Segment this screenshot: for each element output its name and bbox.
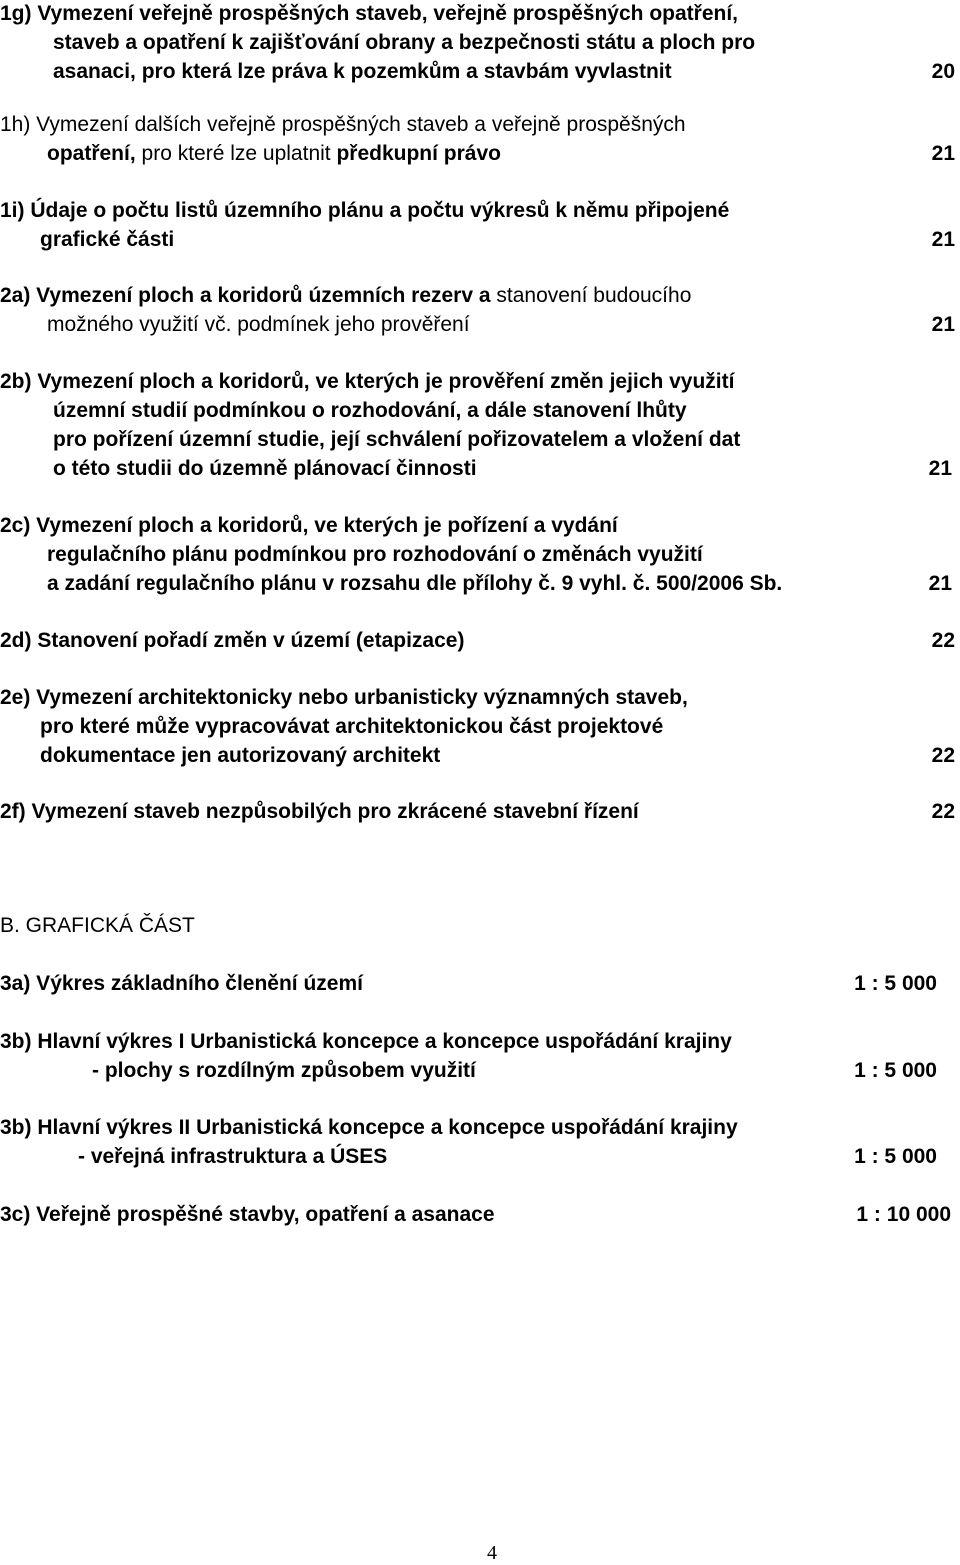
toc-entry-1h-line-2-part-a: opatření, (47, 142, 142, 165)
toc-entry-2c-line-1: 2c) Vymezení ploch a koridorů, ve kterých je pořízení a vydání (0, 514, 618, 537)
drawing-entry-3c-line-1: 3c) Veřejně prospěšné stavby, opatření a asanace (0, 1203, 495, 1226)
toc-entry-2a-line-1-part-b: stanovení budoucího (496, 284, 692, 307)
drawing-entry-3c-scale: 1 : 10 000 (856, 1203, 951, 1226)
toc-entry-1g-line-3: asanaci, pro která lze práva k pozemkům a stavbám vyvlastnit (53, 60, 672, 83)
toc-entry-1h-page: 21 (931, 142, 955, 165)
drawing-entry-3a-scale: 1 : 5 000 (854, 972, 937, 995)
drawing-entry-3b-ii-line-1: 3b) Hlavní výkres II Urbanistická koncepce a koncepce uspořádání krajiny (0, 1116, 738, 1139)
toc-entry-1i-page: 21 (931, 228, 955, 251)
page-number: 4 (487, 1542, 497, 1564)
toc-entry-2b-line-2: územní studií podmínkou o rozhodování, a dále stanovení lhůty (53, 399, 687, 422)
toc-entry-2c-page: 21 (928, 572, 952, 595)
toc-entry-2d-page: 22 (931, 629, 955, 652)
toc-entry-1g-line-1: 1g) Vymezení veřejně prospěšných staveb, veřejně prospěšných opatření, (0, 2, 739, 25)
toc-entry-2f-page: 22 (931, 800, 955, 823)
toc-entry-2e-line-2: pro které může vypracovávat architektonickou část projektové (40, 715, 664, 738)
toc-entry-2b-line-3: pro pořízení územní studie, její schválení pořizovatelem a vložení dat (53, 428, 741, 451)
toc-entry-2d-line-1: 2d) Stanovení pořadí změn v území (etapizace) (0, 629, 465, 652)
drawing-entry-3a-line-1: 3a) Výkres základního členění území (0, 972, 363, 995)
toc-entry-2a-line-1-part-a: 2a) Vymezení ploch a koridorů územních rezerv a (0, 284, 497, 307)
section-heading-graphic-part: B. GRAFICKÁ ČÁST (0, 914, 195, 937)
toc-entry-2e-line-3: dokumentace jen autorizovaný architekt (40, 744, 441, 767)
toc-entry-1g-line-2: staveb a opatření k zajišťování obrany a bezpečnosti státu a ploch pro (53, 31, 756, 54)
drawing-entry-3b-ii-line-2: - veřejná infrastruktura a ÚSES (78, 1145, 388, 1168)
toc-entry-1h-line-2 (47, 142, 501, 166)
toc-entry-2e-line-1: 2e) Vymezení architektonicky nebo urbanisticky významných staveb, (0, 686, 688, 709)
toc-entry-1i-line-1: 1i) Údaje o počtu listů územního plánu a počtu výkresů k němu připojené (0, 199, 730, 222)
toc-entry-2f-line-1: 2f) Vymezení staveb nezpůsobilých pro zkrácené stavební řízení (0, 800, 639, 823)
toc-entry-2b-line-4: o této studii do územně plánovací činnosti (53, 457, 477, 480)
toc-entry-1i-line-2: grafické části (40, 228, 175, 251)
toc-entry-2a-page: 21 (931, 313, 955, 336)
toc-entry-2b-page: 21 (928, 457, 952, 480)
toc-entry-2a-line-1 (0, 284, 691, 308)
toc-entry-2b-line-1: 2b) Vymezení ploch a koridorů, ve kterých je prověření změn jejich využití (0, 370, 735, 393)
toc-entry-1h-line-2-part-c: předkupní právo (336, 142, 501, 165)
drawing-entry-3b-i-line-1: 3b) Hlavní výkres I Urbanistická koncepce a koncepce uspořádání krajiny (0, 1030, 732, 1053)
toc-entry-2e-page: 22 (931, 744, 955, 767)
toc-entry-1g-page: 20 (931, 60, 955, 83)
toc-entry-2c-line-2: regulačního plánu podmínkou pro rozhodování o změnách využití (47, 543, 703, 566)
toc-entry-1h-line-2-part-b: pro které lze uplatnit (141, 142, 337, 165)
drawing-entry-3b-ii-scale: 1 : 5 000 (854, 1145, 937, 1168)
drawing-entry-3b-i-line-2: - plochy s rozdílným způsobem využití (92, 1059, 476, 1082)
toc-entry-2a-line-2: možného využití vč. podmínek jeho prověření (47, 313, 470, 336)
toc-entry-2c-line-3: a zadání regulačního plánu v rozsahu dle přílohy č. 9 vyhl. č. 500/2006 Sb. (47, 572, 783, 595)
toc-entry-1h-line-1: 1h) Vymezení dalších veřejně prospěšných staveb a veřejně prospěšných (0, 113, 686, 136)
drawing-entry-3b-i-scale: 1 : 5 000 (854, 1059, 937, 1082)
